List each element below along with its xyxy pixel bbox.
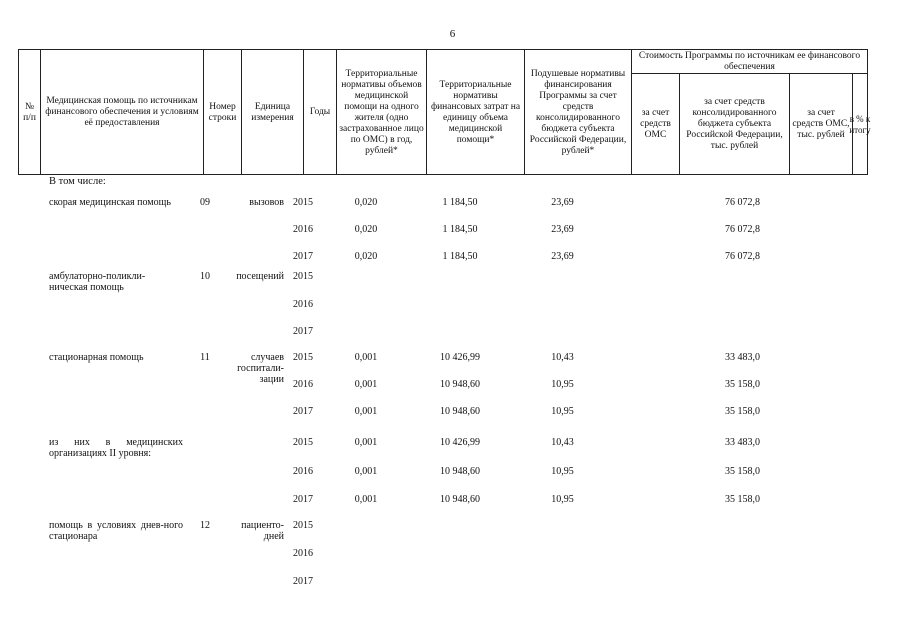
- header-col-line: Номер строки: [203, 49, 241, 175]
- cell-per-capita: 10,95: [551, 494, 574, 505]
- cell-budget: 35 158,0: [725, 466, 760, 477]
- cell-unit: вызовов: [249, 197, 284, 208]
- header-col-years: Годы: [303, 49, 336, 175]
- cell-year: 2017: [293, 406, 313, 417]
- cell-norm-cost: 1 184,50: [442, 224, 478, 235]
- cell-line: 11: [200, 352, 210, 363]
- cell-norm-cost: 10 948,60: [440, 494, 480, 505]
- cell-norm-volume: 0,001: [354, 466, 378, 477]
- cell-line: 12: [200, 520, 210, 531]
- cell-name: стационарная помощь: [49, 352, 144, 363]
- cell-per-capita: 23,69: [551, 197, 574, 208]
- cell-norm-volume: 0,001: [354, 494, 378, 505]
- cell-per-capita: 10,95: [551, 466, 574, 477]
- cell-year: 2015: [293, 520, 313, 531]
- cell-unit: случаев госпитали-зации: [237, 352, 284, 385]
- cell-budget: 76 072,8: [725, 197, 760, 208]
- cell-year: 2016: [293, 466, 313, 477]
- cell-norm-volume: 0,001: [354, 437, 378, 448]
- cell-per-capita: 23,69: [551, 251, 574, 262]
- cell-year: 2015: [293, 197, 313, 208]
- cell-name: скорая медицинская помощь: [49, 197, 171, 208]
- cell-name: амбулаторно-поликли-ническая помощь: [49, 271, 146, 293]
- subheading: В том числе:: [49, 176, 106, 187]
- header-col-norm-cost: Территориальные нормативы финансовых затрат на единицу объема медицинской помощи*: [426, 49, 524, 175]
- cell-budget: 33 483,0: [725, 352, 760, 363]
- header-col-cost-group: Стоимость Программы по источникам ее финансового обеспечения: [631, 49, 868, 73]
- cell-norm-volume: 0,001: [354, 379, 378, 390]
- cell-year: 2016: [293, 548, 313, 559]
- header-col-name: Медицинская помощь по источникам финансового обеспечения и условиям её предоставления: [40, 49, 203, 175]
- cell-norm-cost: 10 948,60: [440, 406, 480, 417]
- cell-year: 2017: [293, 326, 313, 337]
- cell-line: 10: [200, 271, 210, 282]
- cell-per-capita: 10,43: [551, 437, 574, 448]
- cell-budget: 35 158,0: [725, 406, 760, 417]
- cell-norm-cost: 10 426,99: [440, 352, 480, 363]
- cell-per-capita: 10,95: [551, 379, 574, 390]
- header-col-percent: в % к итогу: [852, 73, 868, 175]
- header-bottom-rule: [18, 174, 868, 175]
- cell-year: 2015: [293, 271, 313, 282]
- cell-norm-cost: 1 184,50: [442, 251, 478, 262]
- cell-budget: 76 072,8: [725, 251, 760, 262]
- cell-norm-volume: 0,020: [354, 197, 378, 208]
- cell-budget: 35 158,0: [725, 494, 760, 505]
- cell-norm-cost: 10 426,99: [440, 437, 480, 448]
- cell-year: 2016: [293, 224, 313, 235]
- header-col-budget: за счет средств консолидированного бюджета субъекта Российской Федерации, тыс. рублей: [679, 73, 789, 175]
- page-number: 6: [449, 28, 456, 40]
- cell-norm-volume: 0,020: [354, 251, 378, 262]
- cell-norm-volume: 0,001: [354, 406, 378, 417]
- header-col-norm-volume: Территориальные нормативы объемов медицинской помощи на одного жителя (одно застрахованное лицо по ОМС) в год, рублей*: [336, 49, 426, 175]
- cell-year: 2017: [293, 576, 313, 587]
- cell-unit: пациенто-дней: [241, 520, 284, 542]
- cell-per-capita: 10,95: [551, 406, 574, 417]
- cell-norm-cost: 10 948,60: [440, 466, 480, 477]
- header-col-per-capita: Подушевые нормативы финансирования Программы за счет средств консолидированного бюджета субъекта Российской Федерации, рублей*: [524, 49, 631, 175]
- cell-year: 2017: [293, 251, 313, 262]
- cell-name: помощь в условиях днев-ного стационара: [49, 520, 183, 542]
- table-header: [18, 49, 871, 175]
- cell-budget: 76 072,8: [725, 224, 760, 235]
- header-col-oms-thousand: за счет средств ОМС, тыс. рублей: [789, 73, 852, 175]
- cell-unit: посещений: [236, 271, 284, 282]
- cell-year: 2016: [293, 299, 313, 310]
- cell-per-capita: 23,69: [551, 224, 574, 235]
- header-col-no: № п/п: [18, 49, 40, 175]
- cell-per-capita: 10,43: [551, 352, 574, 363]
- cell-norm-volume: 0,001: [354, 352, 378, 363]
- header-col-oms: за счет средств ОМС: [631, 73, 679, 175]
- cell-line: 09: [200, 197, 210, 208]
- cell-norm-cost: 1 184,50: [442, 197, 478, 208]
- cell-year: 2015: [293, 352, 313, 363]
- cell-year: 2017: [293, 494, 313, 505]
- cell-norm-cost: 10 948,60: [440, 379, 480, 390]
- cell-year: 2015: [293, 437, 313, 448]
- cell-name: из них в медицинских организациях II уровня:: [49, 437, 183, 459]
- cell-budget: 35 158,0: [725, 379, 760, 390]
- cell-year: 2016: [293, 379, 313, 390]
- cell-norm-volume: 0,020: [354, 224, 378, 235]
- header-col-unit: Единица измерения: [241, 49, 303, 175]
- cell-budget: 33 483,0: [725, 437, 760, 448]
